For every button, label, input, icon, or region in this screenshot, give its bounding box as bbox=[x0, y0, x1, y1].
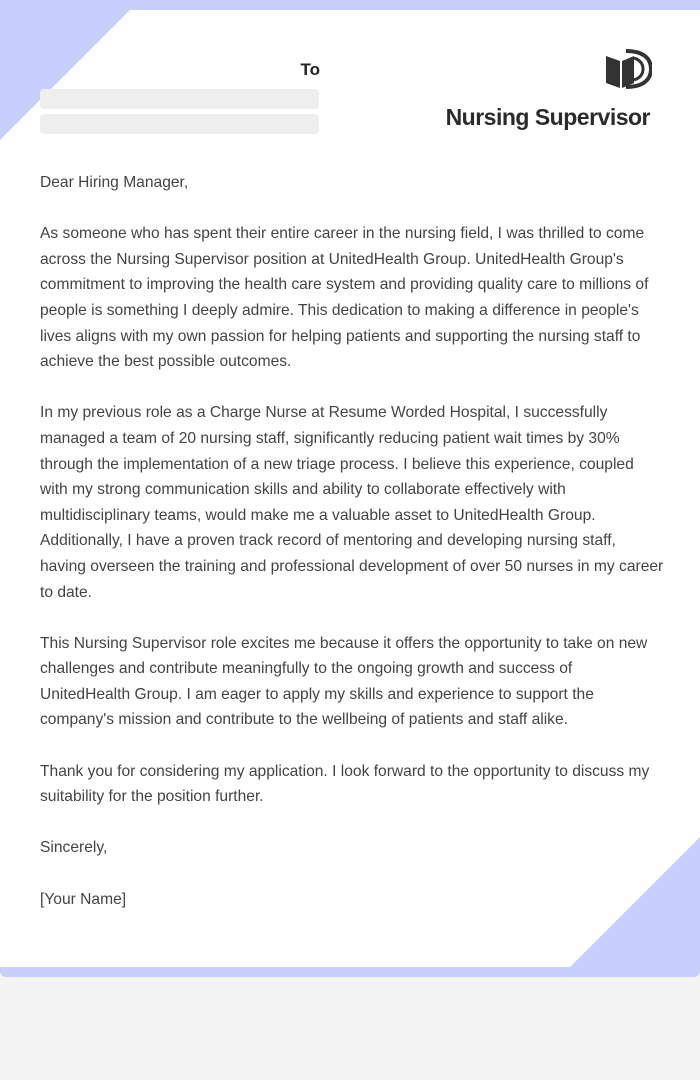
paragraph-3: This Nursing Supervisor role excites me because it offers the opportunity to take on new challenges and contribute meaningfully to the ongoing growth and success of UnitedHealth Group. I am eager to apply my skills and experience to support the company's mission and contribute to the wellbeing of patients and staff alike. bbox=[40, 634, 648, 729]
letter-sheet bbox=[0, 10, 700, 967]
book-page-logo-icon bbox=[604, 44, 652, 92]
recipient-to-label: To bbox=[300, 60, 320, 79]
salutation: Dear Hiring Manager, bbox=[40, 174, 189, 191]
paragraph-4: Thank you for considering my application. I look forward to the opportunity to discuss my suitability for the position further. bbox=[40, 762, 650, 806]
paragraph-2: In my previous role as a Charge Nurse at Resume Worded Hospital, I successfully managed a team of 20 nursing staff, significantly reducing patient wait times by 30% through the implementation of a new triage process. I believe this experience, coupled with my strong communication skills and ability to collaborate effectively with multidisciplinary teams, would make me a valuable asset to UnitedHealth Group. Additionally, I have a proven track record of mentoring and developing nursing staff, having overseen the training and professional development of over 50 nurses in my career to date. bbox=[40, 404, 664, 601]
paragraph-1: As someone who has spent their entire career in the nursing field, I was thrilled to come across the Nursing Supervisor position at UnitedHealth Group. UnitedHealth Group's commitment to improving the health care system and providing quality care to millions of people is something I deeply admire. This dedication to making a difference in people's lives aligns with my own passion for helping patients and supporting the nursing staff to achieve the best possible outcomes. bbox=[40, 225, 649, 371]
letter-body bbox=[40, 170, 665, 938]
signature: [Your Name] bbox=[40, 890, 127, 908]
recipient-placeholder-line-2 bbox=[40, 114, 319, 134]
job-title-heading: Nursing Supervisor bbox=[445, 104, 650, 130]
closing: Sincerely, bbox=[40, 839, 108, 857]
recipient-placeholder-line-1 bbox=[40, 89, 319, 109]
